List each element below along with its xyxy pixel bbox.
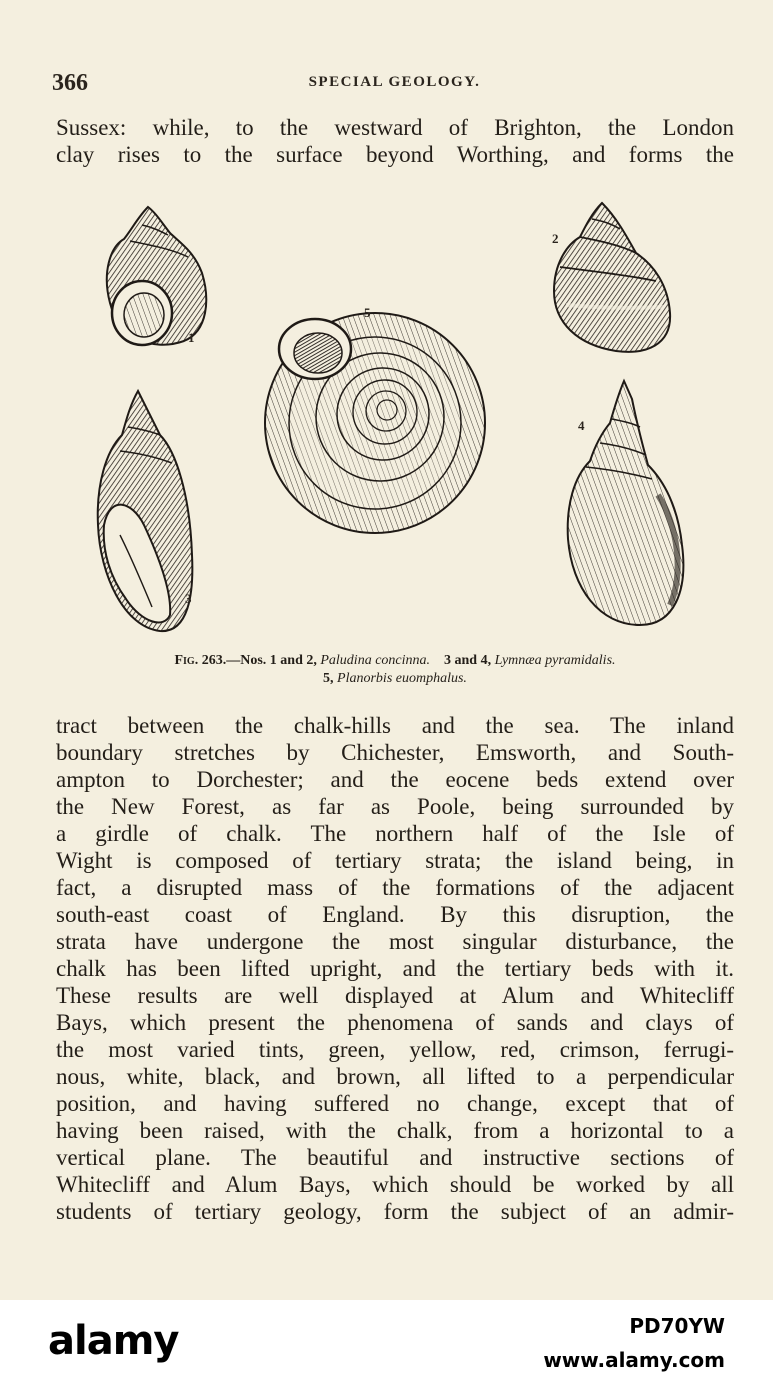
shell-1-paludina — [107, 207, 206, 345]
figure-number: Fig. 263. — [174, 653, 227, 668]
shell-5-planorbis — [265, 313, 485, 533]
text-line: tract between the chalk-hills and the sea. The inland — [56, 713, 734, 738]
text-line: These results are well displayed at Alum and Whitecliff — [56, 983, 734, 1008]
text-line: the New Forest, as far as Poole, being surrounded by — [56, 794, 734, 819]
shell-illustrations — [80, 195, 700, 640]
caption-text: 3 and 4, — [430, 653, 495, 668]
text-line: ampton to Dorchester; and the eocene beds extend over — [56, 767, 734, 792]
top-paragraph — [56, 114, 734, 168]
caption-text: 5, — [323, 671, 338, 686]
body-paragraph — [56, 712, 734, 1225]
text-line: fact, a disrupted mass of the formations of the adjacent — [56, 875, 734, 900]
text-line: Whitecliff and Alum Bays, which should be worked by all — [56, 1172, 734, 1197]
shell-3-lymnaea — [98, 391, 193, 631]
shell-label-2: 2 — [552, 231, 559, 246]
species-name: Planorbis euomphalus. — [337, 671, 467, 686]
image-id: PD70YW — [629, 1314, 725, 1338]
page-header — [52, 70, 737, 100]
figure-caption — [56, 652, 734, 688]
shell-label-4: 4 — [578, 418, 585, 433]
species-name: Paludina concinna. — [320, 653, 431, 668]
text-line: clay rises to the surface beyond Worthing, and forms the — [56, 142, 734, 167]
caption-line-2 — [56, 670, 734, 688]
shell-label-1: 1 — [188, 330, 195, 345]
text-line: south-east coast of England. By this disruption, the — [56, 902, 734, 927]
text-line: position, and having suffered no change, except that of — [56, 1091, 734, 1116]
page-number: 366 — [52, 70, 88, 96]
shell-label-5: 5 — [364, 305, 371, 320]
text-line: having been raised, with the chalk, from a horizontal to a — [56, 1118, 734, 1143]
stock-footer — [0, 1300, 773, 1390]
text-line: the most varied tints, green, yellow, red, crimson, ferrugi- — [56, 1037, 734, 1062]
text-line: nous, white, black, and brown, all lifted to a perpendicular — [56, 1064, 734, 1089]
shell-label-3: 3 — [185, 591, 192, 606]
alamy-logo: alamy — [48, 1318, 179, 1364]
text-line: chalk has been lifted upright, and the tertiary beds with it. — [56, 956, 734, 981]
running-head: SPECIAL GEOLOGY. — [308, 74, 481, 90]
text-line: vertical plane. The beautiful and instructive sections of — [56, 1145, 734, 1170]
text-line: strata have undergone the most singular disturbance, the — [56, 929, 734, 954]
species-name: Lymnæa pyramidalis. — [494, 653, 616, 668]
shell-2-paludina — [554, 203, 670, 352]
text-line: Sussex: while, to the westward of Brighton, the London — [56, 115, 734, 140]
site-url[interactable]: www.alamy.com — [543, 1348, 725, 1372]
text-line: Wight is composed of tertiary strata; the island being, in — [56, 848, 734, 873]
shell-figure — [80, 195, 700, 640]
text-line: boundary stretches by Chichester, Emsworth, and South- — [56, 740, 734, 765]
caption-text: —Nos. 1 and 2, — [226, 653, 321, 668]
caption-line-1 — [56, 652, 734, 670]
shell-4-lymnaea — [568, 381, 684, 625]
text-line: students of tertiary geology, form the subject of an admir- — [56, 1199, 734, 1224]
text-line: Bays, which present the phenomena of sands and clays of — [56, 1010, 734, 1035]
text-line: a girdle of chalk. The northern half of the Isle of — [56, 821, 734, 846]
